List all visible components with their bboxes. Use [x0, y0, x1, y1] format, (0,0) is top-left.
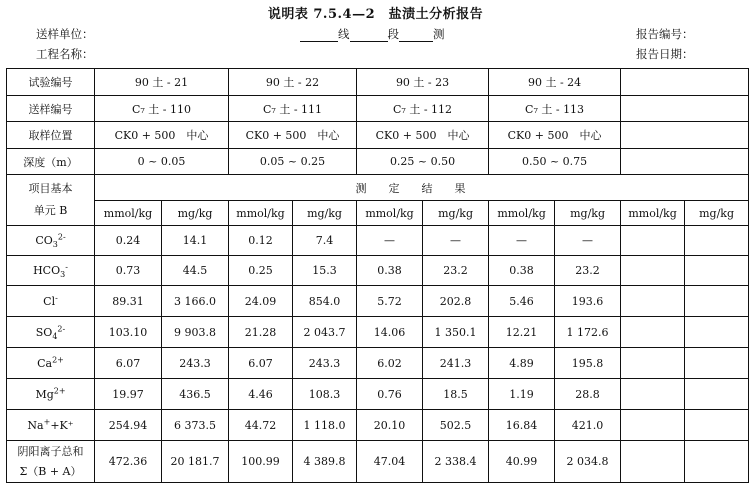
ion-value-cell: 4.89	[489, 348, 555, 379]
unit-row	[7, 201, 749, 226]
ion-value-cell: 3 166.0	[162, 286, 229, 317]
ion-value-cell: 23.2	[555, 256, 621, 286]
empty-info-cell	[621, 69, 749, 96]
ion-value-cell: 0.25	[229, 256, 293, 286]
line-blank[interactable]	[300, 29, 338, 42]
ion-value-cell: 6 373.5	[162, 410, 229, 441]
unit-cell: mg/kg	[685, 201, 749, 226]
ion-value-cell: 436.5	[162, 379, 229, 410]
info-row-label: 取样位置	[7, 122, 95, 149]
empty-value-cell	[685, 379, 749, 410]
unit-cell: mg/kg	[162, 201, 229, 226]
info-row-label: 试验编号	[7, 69, 95, 96]
total-label-line2: Σ（B + A）	[19, 464, 82, 478]
sender-label: 送样单位：	[36, 27, 94, 41]
info-value-cell: 0.50 ~ 0.75	[489, 149, 621, 175]
line-label: 线	[338, 27, 350, 41]
info-value-cell: 0 ~ 0.05	[95, 149, 229, 175]
analysis-table	[6, 68, 749, 483]
ion-value-cell: 14.1	[162, 226, 229, 256]
total-value-cell: 40.99	[489, 441, 555, 483]
ion-subscript: 3	[52, 240, 58, 250]
ion-value-cell: 0.73	[95, 256, 162, 286]
ion-value-cell: 20.10	[357, 410, 423, 441]
ion-value-cell: —	[357, 226, 423, 256]
report-no-label: 报告编号：	[636, 27, 694, 41]
total-row	[7, 441, 749, 483]
info-value-cell: 0.05 ~ 0.25	[229, 149, 357, 175]
measure-blank[interactable]	[399, 29, 433, 42]
ion-value-cell: 0.76	[357, 379, 423, 410]
report-date-label: 报告日期：	[636, 47, 694, 61]
empty-value-cell	[621, 441, 685, 483]
ion-value-cell: 0.24	[95, 226, 162, 256]
ion-value-cell: 0.12	[229, 226, 293, 256]
info-row	[7, 96, 749, 122]
ion-base: HCO	[33, 264, 61, 277]
ion-charge: -	[55, 292, 58, 302]
item-label-cell	[7, 175, 95, 226]
total-value-cell: 472.36	[95, 441, 162, 483]
ion-value-cell: 44.72	[229, 410, 293, 441]
ion-subscript: 3	[60, 270, 66, 280]
ion-value-cell: 1 172.6	[555, 317, 621, 348]
ion-value-cell: 193.6	[555, 286, 621, 317]
total-value-cell: 4 389.8	[293, 441, 357, 483]
info-value-cell: 90 土 - 23	[357, 69, 489, 96]
info-value-cell: C₇ 土 - 111	[229, 96, 357, 122]
info-value-cell: CK0 + 500 中心	[357, 122, 489, 149]
empty-value-cell	[685, 441, 749, 483]
ion-label-cell	[7, 410, 95, 441]
total-rows	[7, 441, 749, 483]
info-row-label: 深度（m）	[7, 149, 95, 175]
ion-label-cell	[7, 379, 95, 410]
ion-base: Na	[27, 418, 44, 432]
info-value-cell: CK0 + 500 中心	[229, 122, 357, 149]
ion-base: Ca	[37, 356, 53, 370]
info-value-cell: 0.25 ~ 0.50	[357, 149, 489, 175]
empty-value-cell	[685, 317, 749, 348]
info-row-label: 送样编号	[7, 96, 95, 122]
ion-base: CO	[35, 234, 53, 247]
empty-info-cell	[621, 96, 749, 122]
ion-value-cell: —	[555, 226, 621, 256]
ion-subscript: 4	[52, 331, 58, 341]
empty-value-cell	[621, 410, 685, 441]
ion-label-cell	[7, 286, 95, 317]
ion-value-cell: 243.3	[293, 348, 357, 379]
ion-row	[7, 410, 749, 441]
ion-value-cell: 421.0	[555, 410, 621, 441]
ion-rows	[7, 226, 749, 441]
ion-value-cell: 4.46	[229, 379, 293, 410]
ion-value-cell: 854.0	[293, 286, 357, 317]
measure-label: 测	[433, 27, 445, 41]
report-title: 说明表 7.5.4—2 盐渍土分析报告	[267, 7, 484, 22]
ion-value-cell: 15.3	[293, 256, 357, 286]
info-value-cell: 90 土 - 22	[229, 69, 357, 96]
total-value-cell: 20 181.7	[162, 441, 229, 483]
ion-value-cell: 28.8	[555, 379, 621, 410]
info-row	[7, 122, 749, 149]
measure-result-header: 测定结果	[95, 175, 749, 201]
unit-cell: mg/kg	[293, 201, 357, 226]
total-label-line1: 阴阳离子总和	[17, 444, 84, 458]
ion-value-cell: 243.3	[162, 348, 229, 379]
ion-value-cell: 6.07	[229, 348, 293, 379]
empty-value-cell	[621, 379, 685, 410]
ion-charge: -	[65, 262, 68, 272]
item-label-line1: 项目基本	[28, 182, 73, 195]
info-value-cell: C₇ 土 - 112	[357, 96, 489, 122]
unit-cell: mmol/kg	[229, 201, 293, 226]
ion-label-cell	[7, 226, 95, 256]
empty-value-cell	[621, 286, 685, 317]
project-label: 工程名称：	[36, 47, 94, 61]
ion-value-cell: —	[423, 226, 489, 256]
ion-value-cell: 1.19	[489, 379, 555, 410]
ion-value-cell: 6.02	[357, 348, 423, 379]
info-value-cell: 90 土 - 21	[95, 69, 229, 96]
ion-row	[7, 256, 749, 286]
ion-value-cell: 89.31	[95, 286, 162, 317]
info-value-cell: C₇ 土 - 113	[489, 96, 621, 122]
ion-label-cell	[7, 317, 95, 348]
section-blank[interactable]	[350, 29, 388, 42]
info-value-cell: CK0 + 500 中心	[489, 122, 621, 149]
ion-value-cell: 103.10	[95, 317, 162, 348]
ion-value-cell: 5.72	[357, 286, 423, 317]
unit-cell: mg/kg	[423, 201, 489, 226]
ion-value-cell: 0.38	[489, 256, 555, 286]
ion-value-cell: 2 043.7	[293, 317, 357, 348]
unit-cell: mg/kg	[555, 201, 621, 226]
ion-value-cell: 18.5	[423, 379, 489, 410]
ion-value-cell: 195.8	[555, 348, 621, 379]
ion-value-cell: —	[489, 226, 555, 256]
ion-value-cell: 14.06	[357, 317, 423, 348]
info-rows	[7, 69, 749, 175]
ion-value-cell: 1 118.0	[293, 410, 357, 441]
ion-value-cell: 254.94	[95, 410, 162, 441]
empty-value-cell	[621, 348, 685, 379]
unit-cell: mmol/kg	[357, 201, 423, 226]
info-row	[7, 69, 749, 96]
empty-value-cell	[685, 286, 749, 317]
ion-base: Cl	[43, 294, 56, 308]
total-value-cell: 2 034.8	[555, 441, 621, 483]
ion-charge: 2-	[57, 232, 66, 242]
ion-value-cell: 21.28	[229, 317, 293, 348]
ion-value-cell: 44.5	[162, 256, 229, 286]
ion-value-cell: 23.2	[423, 256, 489, 286]
empty-info-cell	[621, 149, 749, 175]
unit-cell: mmol/kg	[489, 201, 555, 226]
ion-charge: 2-	[57, 323, 66, 333]
ion-row	[7, 226, 749, 256]
total-value-cell: 2 338.4	[423, 441, 489, 483]
ion-base: Mg	[35, 387, 54, 401]
ion-label-cell	[7, 256, 95, 286]
empty-value-cell	[621, 226, 685, 256]
ion-base: SO	[35, 325, 53, 339]
empty-value-cell	[685, 410, 749, 441]
info-value-cell: 90 土 - 24	[489, 69, 621, 96]
total-label-cell	[7, 441, 95, 483]
ion-value-cell: 0.38	[357, 256, 423, 286]
ion-value-cell: 502.5	[423, 410, 489, 441]
ion-charge: +	[43, 416, 51, 426]
empty-info-cell	[621, 122, 749, 149]
ion-suffix: +K⁺	[50, 418, 74, 432]
info-value-cell: C₇ 土 - 110	[95, 96, 229, 122]
ion-charge: 2+	[52, 354, 64, 364]
ion-value-cell: 24.09	[229, 286, 293, 317]
ion-row	[7, 379, 749, 410]
ion-row	[7, 348, 749, 379]
ion-value-cell: 12.21	[489, 317, 555, 348]
section-label: 段	[387, 27, 399, 41]
unit-cell: mmol/kg	[621, 201, 685, 226]
total-value-cell: 47.04	[357, 441, 423, 483]
total-value-cell: 100.99	[229, 441, 293, 483]
empty-value-cell	[685, 348, 749, 379]
ion-value-cell: 108.3	[293, 379, 357, 410]
ion-value-cell: 241.3	[423, 348, 489, 379]
empty-value-cell	[685, 256, 749, 286]
ion-value-cell: 5.46	[489, 286, 555, 317]
ion-value-cell: 1 350.1	[423, 317, 489, 348]
ion-value-cell: 202.8	[423, 286, 489, 317]
info-value-cell: CK0 + 500 中心	[95, 122, 229, 149]
info-row	[7, 149, 749, 175]
ion-value-cell: 7.4	[293, 226, 357, 256]
header-rows	[7, 175, 749, 226]
ion-label-cell	[7, 348, 95, 379]
ion-charge: 2+	[53, 385, 66, 395]
empty-value-cell	[621, 317, 685, 348]
ion-row	[7, 286, 749, 317]
empty-value-cell	[685, 226, 749, 256]
ion-value-cell: 19.97	[95, 379, 162, 410]
ion-value-cell: 16.84	[489, 410, 555, 441]
line-section-field	[300, 26, 445, 42]
item-label-line2: 单元 B	[33, 204, 68, 217]
ion-value-cell: 6.07	[95, 348, 162, 379]
ion-row	[7, 317, 749, 348]
unit-cell: mmol/kg	[95, 201, 162, 226]
empty-value-cell	[621, 256, 685, 286]
ion-value-cell: 9 903.8	[162, 317, 229, 348]
